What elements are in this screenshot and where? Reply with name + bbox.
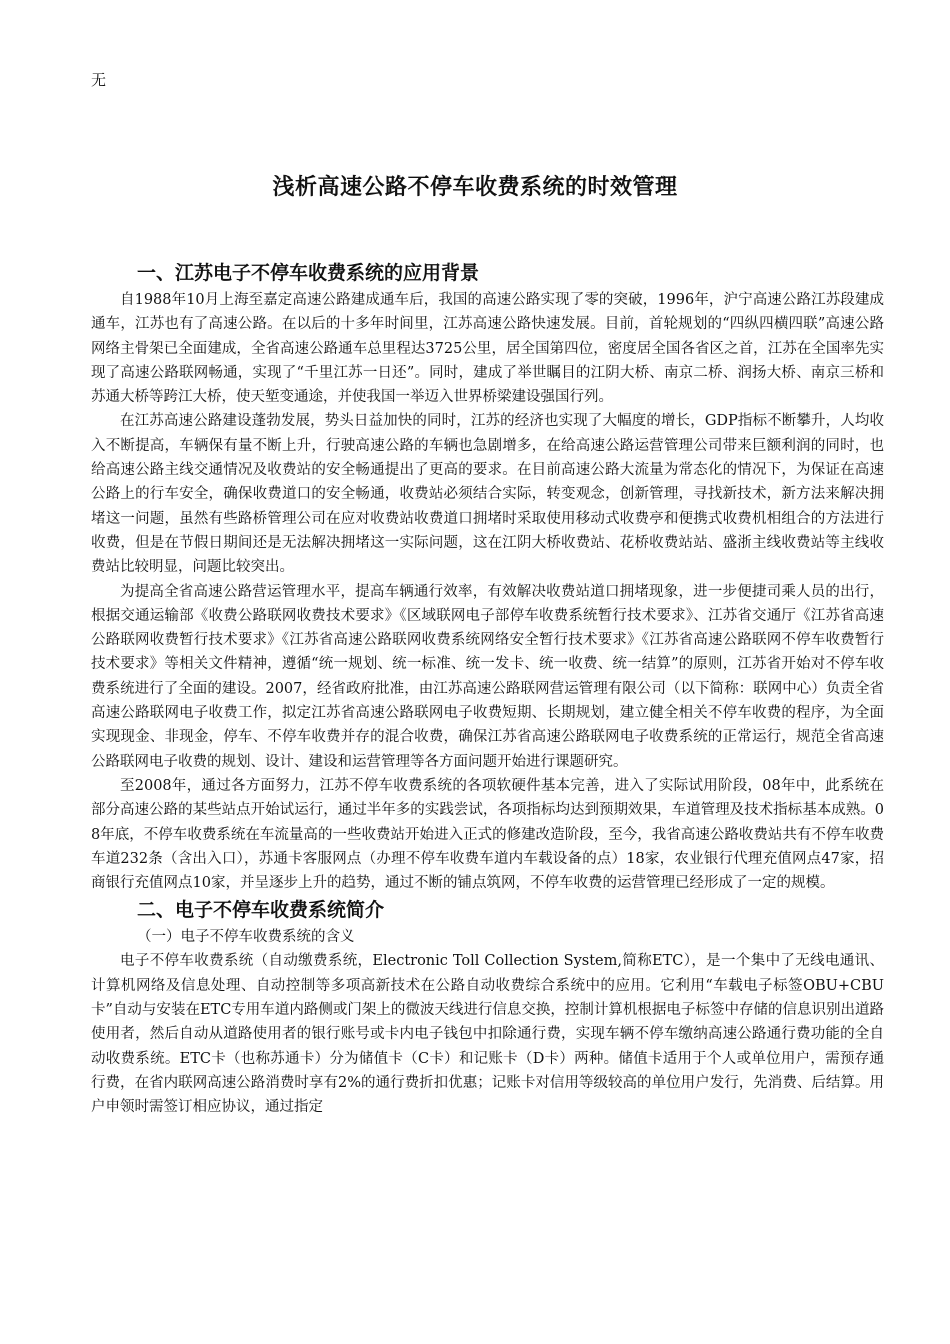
paragraph: 在江苏高速公路建设蓬勃发展，势头日益加快的同时，江苏的经济也实现了大幅度的增长，GDP指标不断攀升，人均收入不断提高，车辆保有量不断上升，行驶高速公路的车辆也急剧增多，在给高速公路运营管理公司带来巨额利润的同时，也给高速公路主线交通情况及收费站的安全畅通提出了更高的要求。在目前高速公路大流量为常态化的情况下，为保证在高速公路上的行车安全，确保收费道口的安全畅通，收费站必须结合实际，转变观念，创新管理，寻找新技术，新方法来解决拥堵这一问题，虽然有些路桥管理公司在应对收费站收费道口拥堵时采取使用移动式收费亭和便携式收费机相组合的方法进行收费，但是在节假日期间还是无法解决拥堵这一实际问题，这在江阴大桥收费站、花桥收费站站、盛浙主线收费站等主线收费站比较明显，问题比较突出。 bbox=[91, 413, 884, 576]
paragraph: 为提高全省高速公路营运管理水平，提高车辆通行效率，有效解决收费站道口拥堵现象，进一步便捷司乘人员的出行，根据交通运输部《收费公路联网收费技术要求》《区域联网电子部停车收费系统暂行技术要求》、江苏省交通厅《江苏省高速公路联网收费暂行技术要求》《江苏省高速公路联网收费系统网络安全暂行技术要求》《江苏省高速公路联网不停车收费暂行技术要求》等相关文件精神，遵循“统一规划、统一标准、统一发卡、统一收费、统一结算”的原则，江苏省开始对不停车收费系统进行了全面的建设。2007，经省政府批准，由江苏高速公路联网营运管理有限公司（以下简称：联网中心）负责全省高速公路联网电子收费工作，拟定江苏省高速公路联网电子收费短期、长期规划，建立健全相关不停车收费的程序，为全面实现现金、非现金，停车、不停车收费并存的混合收费，确保江苏省高速公路联网电子收费系统的正常运行，规范全省高速公路联网电子收费的规划、设计、建设和运营管理等各方面问题开始进行课题研究。 bbox=[91, 583, 884, 770]
section-heading-2: 二、电子不停车收费系统简介 bbox=[137, 899, 385, 922]
subsection-heading: （一）电子不停车收费系统的含义 bbox=[137, 929, 355, 946]
header-mark: 无 bbox=[91, 71, 107, 89]
paragraph: 电子不停车收费系统（自动缴费系统，Electronic Toll Collection System,简称ETC），是一个集中了无线电通讯、计算机网络及信息处理、自动控制等多项高新技术在公路自动收费综合系统中的应用。它利用“车载电子标签OBU+CBU卡”自动与安装在ETC专用车道内路侧或门架上的微波天线进行信息交换，控制计算机根据电子标签中存储的信息识别出道路使用者，然后自动从道路使用者的银行账号或卡内电子钱包中扣除通行费，实现车辆不停车缴纳高速公路通行费功能的全自动收费系统。ETC卡（也称苏通卡）分为储值卡（C卡）和记账卡（D卡）两种。储值卡适用于个人或单位用户，需预存通行费，在省内联网高速公路消费时享有2%的通行费折扣优惠；记账卡对信用等级较高的单位用户发行，先消费、后结算。用户申领时需签订相应协议，通过指定 bbox=[91, 953, 884, 1116]
paragraph: 至2008年，通过各方面努力，江苏不停车收费系统的各项软硬件基本完善，进入了实际试用阶段，08年中，此系统在部分高速公路的某些站点开始试运行，通过半年多的实践尝试，各项指标均达到预期效果，车道管理及技术指标基本成熟。08年底，不停车收费系统在车流量高的一些收费站开始进入正式的修建改造阶段，至今，我省高速公路收费站共有不停车收费车道232条（含出入口），苏通卡客服网点（办理不停车收费车道内车载设备的点）18家，农业银行代理充值网点47家，招商银行充值网点10家，并呈逐步上升的趋势，通过不断的铺点筑网，不停车收费的运营管理已经形成了一定的规模。 bbox=[91, 777, 884, 892]
document-title: 浅析高速公路不停车收费系统的时效管理 bbox=[272, 175, 678, 200]
section-heading-1: 一、江苏电子不停车收费系统的应用背景 bbox=[137, 262, 480, 284]
document-body bbox=[91, 258, 884, 1120]
paragraph: 自1988年10月上海至嘉定高速公路建成通车后，我国的高速公路实现了零的突破，1996年，沪宁高速公路江苏段建成通车，江苏也有了高速公路。在以后的十多年时间里，江苏高速公路快速发展。目前，首轮规划的“四纵四横四联”高速公路网络主骨架已全面建成，全省高速公路通车总里程达3725公里，居全国第四位，密度居全国各省区之首，江苏在全国率先实现了高速公路联网畅通，实现了“千里江苏一日还”。同时，建成了举世瞩目的江阴大桥、南京二桥、润扬大桥、南京三桥和苏通大桥等跨江大桥，使天堑变通途，并使我国一举迈入世界桥梁建设强国行列。 bbox=[91, 292, 884, 406]
